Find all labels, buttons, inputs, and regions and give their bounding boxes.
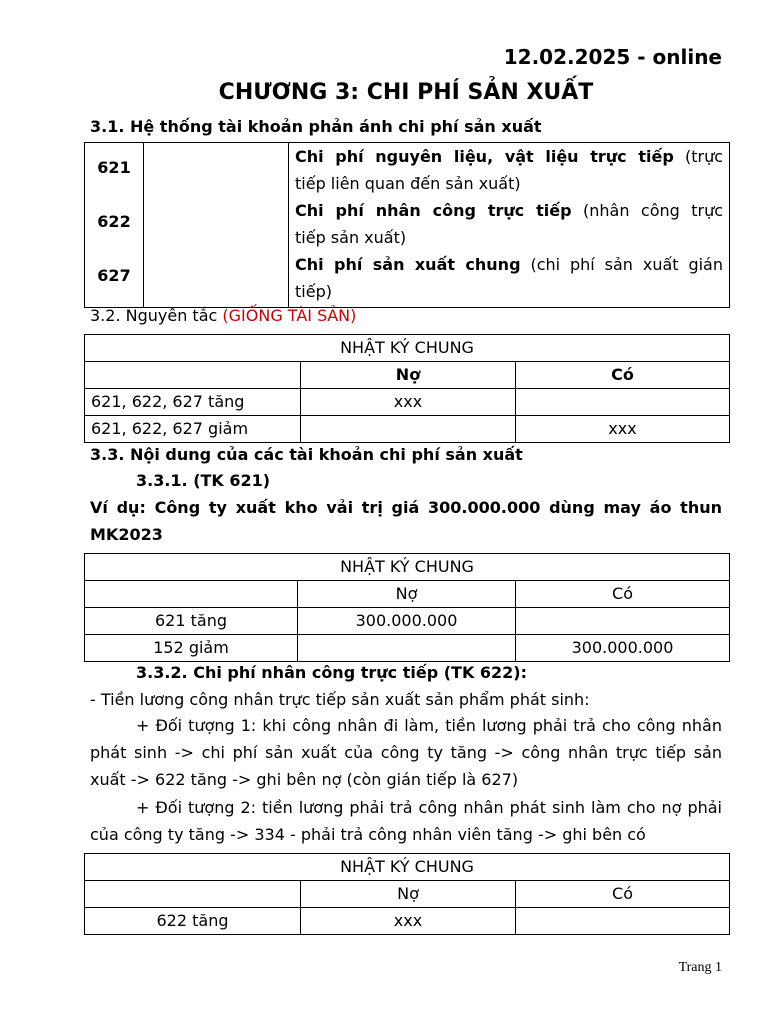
journal-row-co (516, 908, 730, 935)
journal-header-empty (85, 881, 301, 908)
journal-row-label: 622 tăng (85, 908, 301, 935)
journal-table-622 (84, 853, 730, 935)
section-33-heading: 3.3. Nội dung của các tài khoản chi phí sản xuất (90, 445, 523, 464)
paragraph-line: xuất -> 622 tăng -> ghi bên nợ (còn gián tiếp là 627) (90, 770, 519, 789)
date-line: 12.02.2025 - online (503, 45, 722, 69)
journal-title: NHẬT KÝ CHUNG (85, 554, 730, 581)
account-name: Chi phí nhân công trực tiếp (295, 201, 572, 220)
example-line-2: MK2023 (90, 525, 163, 544)
page-number: Trang 1 (678, 960, 722, 975)
journal-row-label: 621, 622, 627 tăng (85, 389, 301, 416)
example-line-1: Ví dụ: Công ty xuất kho vải trị giá 300.000.000 dùng may áo thun (90, 498, 722, 517)
section-32-highlight: (GIỐNG TÀI SẢN) (222, 306, 357, 325)
account-note-2: tiếp) (295, 282, 332, 301)
account-note: (chi phí sản xuất gián (530, 255, 723, 274)
journal-header-no: Nợ (298, 581, 516, 608)
account-code: 622 (97, 212, 131, 231)
account-note-2: tiếp liên quan đến sản xuất) (295, 174, 521, 193)
journal-title: NHẬT KÝ CHUNG (85, 854, 730, 881)
account-descriptions-cell (289, 143, 730, 308)
journal-header-co: Có (516, 581, 730, 608)
section-332-heading: 3.3.2. Chi phí nhân công trực tiếp (TK 622): (136, 663, 528, 682)
journal-header-empty (85, 362, 301, 389)
journal-row-co (516, 608, 730, 635)
journal-title: NHẬT KÝ CHUNG (85, 335, 730, 362)
section-32-prefix: 3.2. Nguyên tắc (90, 306, 218, 325)
account-note-2: tiếp sản xuất) (295, 228, 407, 247)
journal-row-no: xxx (301, 389, 516, 416)
empty-cell (144, 143, 289, 308)
account-desc (295, 197, 723, 251)
account-desc (295, 251, 723, 305)
journal-header-no: Nợ (301, 881, 516, 908)
section-31-heading: 3.1. Hệ thống tài khoản phản ánh chi phí sản xuất (90, 117, 542, 136)
journal-header-co: Có (516, 362, 730, 389)
page-title: CHƯƠNG 3: CHI PHÍ SẢN XUẤT (218, 80, 594, 105)
paragraph-line: + Đối tượng 1: khi công nhân đi làm, tiền lương phải trả cho công nhân (136, 716, 722, 735)
journal-row-label: 152 giảm (85, 635, 298, 662)
account-note: (nhân công trực (583, 201, 724, 220)
section-331-heading: 3.3.1. (TK 621) (136, 471, 271, 490)
journal-header-empty (85, 581, 298, 608)
journal-header-no: Nợ (301, 362, 516, 389)
journal-table-principle (84, 334, 730, 443)
journal-row-no: 300.000.000 (298, 608, 516, 635)
paragraph-line: phát sinh -> chi phí sản xuất của công ty tăng -> công nhân trực tiếp sản (90, 743, 722, 762)
journal-header-co: Có (516, 881, 730, 908)
account-code: 627 (97, 266, 131, 285)
paragraph-line: - Tiền lương công nhân trực tiếp sản xuất sản phẩm phát sinh: (90, 690, 590, 709)
account-code: 621 (97, 158, 131, 177)
account-name: Chi phí sản xuất chung (295, 255, 521, 274)
journal-row-label: 621, 622, 627 giảm (85, 416, 301, 443)
paragraph-line: + Đối tượng 2: tiền lương phải trả công nhân phát sinh làm cho nợ phải (136, 798, 722, 817)
journal-row-no (298, 635, 516, 662)
accounts-table (84, 142, 730, 308)
journal-row-co: xxx (516, 416, 730, 443)
journal-row-co: 300.000.000 (516, 635, 730, 662)
journal-row-no (301, 416, 516, 443)
account-codes-cell (85, 143, 144, 308)
account-name: Chi phí nguyên liệu, vật liệu trực tiếp (295, 147, 674, 166)
account-desc (295, 143, 723, 197)
journal-row-label: 621 tăng (85, 608, 298, 635)
journal-row-co (516, 389, 730, 416)
journal-table-example (84, 553, 730, 662)
account-note: (trực (684, 147, 723, 166)
paragraph-line: của công ty tăng -> 334 - phải trả công nhân viên tăng -> ghi bên có (90, 825, 646, 844)
section-32-heading (90, 302, 722, 329)
journal-row-no: xxx (301, 908, 516, 935)
